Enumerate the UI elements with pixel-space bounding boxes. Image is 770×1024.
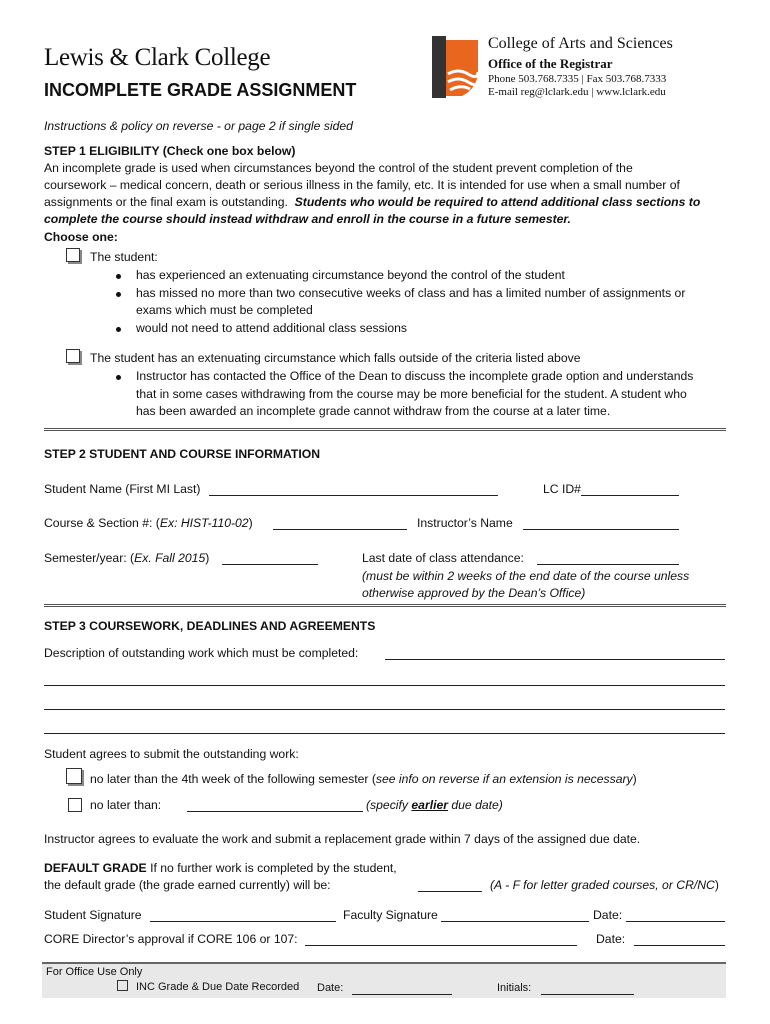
office-date-label: Date:	[317, 982, 344, 994]
lc-id-field[interactable]	[581, 495, 679, 496]
semester-label	[44, 551, 209, 565]
deadline-4th-week-close: )	[632, 772, 637, 786]
bullet-icon	[116, 327, 121, 332]
semester-field[interactable]	[222, 564, 318, 565]
deadline-date-field[interactable]	[187, 811, 363, 812]
description-label: Description of outstanding work which must be completed:	[44, 646, 359, 660]
deadline-4th-week-label	[90, 772, 637, 786]
semester-text: Semester/year: (	[44, 551, 135, 565]
step3-title: STEP 3 COURSEWORK, DEADLINES AND AGREEMENTS	[44, 619, 376, 633]
faculty-signature-field[interactable]	[441, 921, 589, 922]
step1-para-line3	[44, 195, 700, 209]
student-agrees-label: Student agrees to submit the outstanding work:	[44, 747, 299, 761]
student-signature-field[interactable]	[150, 921, 336, 922]
step1-para-line3-italic: Students who would be required to attend additional class sections to	[294, 195, 701, 209]
default-grade-note	[490, 878, 719, 892]
step1-para-line2: coursework – medical concern, death or serious illness in the family, etc. It is intended for use when a small number of	[44, 178, 680, 192]
last-date-note-line1: (must be within 2 weeks of the end date of the course unless	[362, 569, 690, 583]
deadline-4th-week-checkbox[interactable]	[66, 768, 82, 784]
faculty-signature-label: Faculty Signature	[343, 908, 438, 922]
option1-bullet1: has experienced an extenuating circumstance beyond the control of the student	[136, 268, 565, 282]
course-section-text: Course & Section #: (	[44, 516, 160, 530]
choose-one-label: Choose one:	[44, 230, 118, 244]
course-section-label	[44, 516, 253, 530]
lc-id-label: LC ID#	[543, 482, 581, 496]
description-field-line4[interactable]	[44, 733, 725, 734]
option2-bullet-line2: that in some cases withdrawing from the course may be more beneficial for the student. A student who	[136, 387, 687, 401]
description-field-line1[interactable]	[385, 659, 725, 660]
option1-bullet3: would not need to attend additional class sessions	[136, 321, 408, 335]
office-date-field[interactable]	[352, 994, 452, 995]
default-grade-heading: DEFAULT GRADE	[44, 861, 147, 875]
bullet-icon	[116, 292, 121, 297]
option1-bullet2-line2: exams which must be completed	[136, 303, 313, 317]
instructor-agrees: Instructor agrees to evaluate the work and submit a replacement grade within 7 days of the assigned due date.	[44, 832, 641, 846]
option2-checkbox[interactable]	[66, 349, 80, 363]
step1-para-line1: An incomplete grade is used when circumstances beyond the control of the student prevent completion of the	[44, 161, 633, 175]
date2-label: Date:	[596, 932, 626, 946]
phone-fax: Phone 503.768.7335 | Fax 503.768.7333	[488, 73, 667, 85]
inc-recorded-label: INC Grade & Due Date Recorded	[136, 981, 300, 993]
default-grade-text: If no further work is completed by the student,	[146, 861, 397, 875]
deadline-date-note	[366, 798, 503, 812]
description-field-line3[interactable]	[44, 709, 725, 710]
option2-bullet-line1: Instructor has contacted the Office of the Dean to discuss the incomplete grade option and understands	[136, 369, 694, 383]
date2-field[interactable]	[634, 945, 725, 946]
inc-recorded-checkbox[interactable]	[117, 980, 128, 991]
default-grade-note-close: )	[714, 878, 719, 892]
student-signature-label: Student Signature	[44, 908, 142, 922]
bullet-icon	[116, 375, 121, 380]
college-logo	[432, 36, 478, 98]
deadline-date-checkbox[interactable]	[68, 798, 82, 812]
date1-field[interactable]	[626, 921, 725, 922]
option1-bullet2-line1: has missed no more than two consecutive weeks of class and has a limited number of assignments or	[136, 286, 686, 300]
default-grade-field[interactable]	[418, 891, 482, 892]
school-name: College of Arts and Sciences	[488, 35, 673, 52]
instructor-name-field[interactable]	[523, 529, 679, 530]
section-divider	[44, 604, 726, 607]
course-close: )	[248, 516, 253, 530]
option2-label: The student has an extenuating circumstance which falls outside of the criteria listed above	[90, 351, 581, 365]
date1-label: Date:	[593, 908, 623, 922]
description-field-line2[interactable]	[44, 685, 725, 686]
deadline-date-note-bold: earlier	[411, 798, 448, 812]
course-example: Ex: HIST-110-02	[159, 516, 249, 530]
section-divider	[44, 428, 726, 431]
default-grade-note-text: (A - F for letter graded courses, or CR/NC	[490, 878, 715, 892]
option2-bullet-line3: has been awarded an incomplete grade cannot withdraw from the course at a later time.	[136, 404, 611, 418]
core-director-field[interactable]	[305, 945, 577, 946]
default-grade-line1	[44, 861, 397, 875]
step1-title: STEP 1 ELIGIBILITY (Check one box below)	[44, 144, 296, 158]
office-initials-label: Initials:	[497, 982, 532, 994]
deadline-date-note-post: due date)	[447, 798, 503, 812]
last-date-label: Last date of class attendance:	[362, 551, 524, 565]
deadline-date-note-pre: (specify	[366, 798, 412, 812]
last-date-note-line2: otherwise approved by the Dean’s Office)	[362, 586, 586, 600]
form-title: INCOMPLETE GRADE ASSIGNMENT	[44, 80, 357, 100]
email-web: E-mail reg@lclark.edu | www.lclark.edu	[488, 86, 666, 98]
student-name-field[interactable]	[209, 495, 498, 496]
student-name-label: Student Name (First MI Last)	[44, 482, 201, 496]
deadline-date-label: no later than:	[90, 798, 162, 812]
instructor-name-label: Instructor’s Name	[417, 516, 513, 530]
default-grade-line2: the default grade (the grade earned currently) will be:	[44, 878, 331, 892]
office-use-title: For Office Use Only	[46, 966, 143, 978]
semester-example: Ex. Fall 2015	[134, 551, 206, 565]
step2-title: STEP 2 STUDENT AND COURSE INFORMATION	[44, 447, 321, 461]
option1-checkbox[interactable]	[66, 248, 80, 262]
college-name: Lewis & Clark College	[44, 44, 271, 71]
deadline-4th-week-text: no later than the 4th week of the following semester (	[90, 772, 376, 786]
core-director-label: CORE Director’s approval if CORE 106 or 107:	[44, 932, 298, 946]
step1-para-line4: complete the course should instead withdraw and enroll in the course in a future semester.	[44, 212, 571, 226]
office-initials-field[interactable]	[541, 994, 634, 995]
deadline-4th-week-note: see info on reverse if an extension is necessary	[375, 772, 633, 786]
step1-para-line3-text: assignments or the final exam is outstanding.	[44, 195, 295, 209]
semester-close: )	[205, 551, 210, 565]
bullet-icon	[116, 274, 121, 279]
course-section-field[interactable]	[273, 529, 407, 530]
office-name: Office of the Registrar	[488, 56, 613, 71]
last-date-field[interactable]	[537, 564, 679, 565]
option1-label: The student:	[90, 250, 158, 264]
instructions: Instructions & policy on reverse - or page 2 if single sided	[44, 119, 353, 133]
